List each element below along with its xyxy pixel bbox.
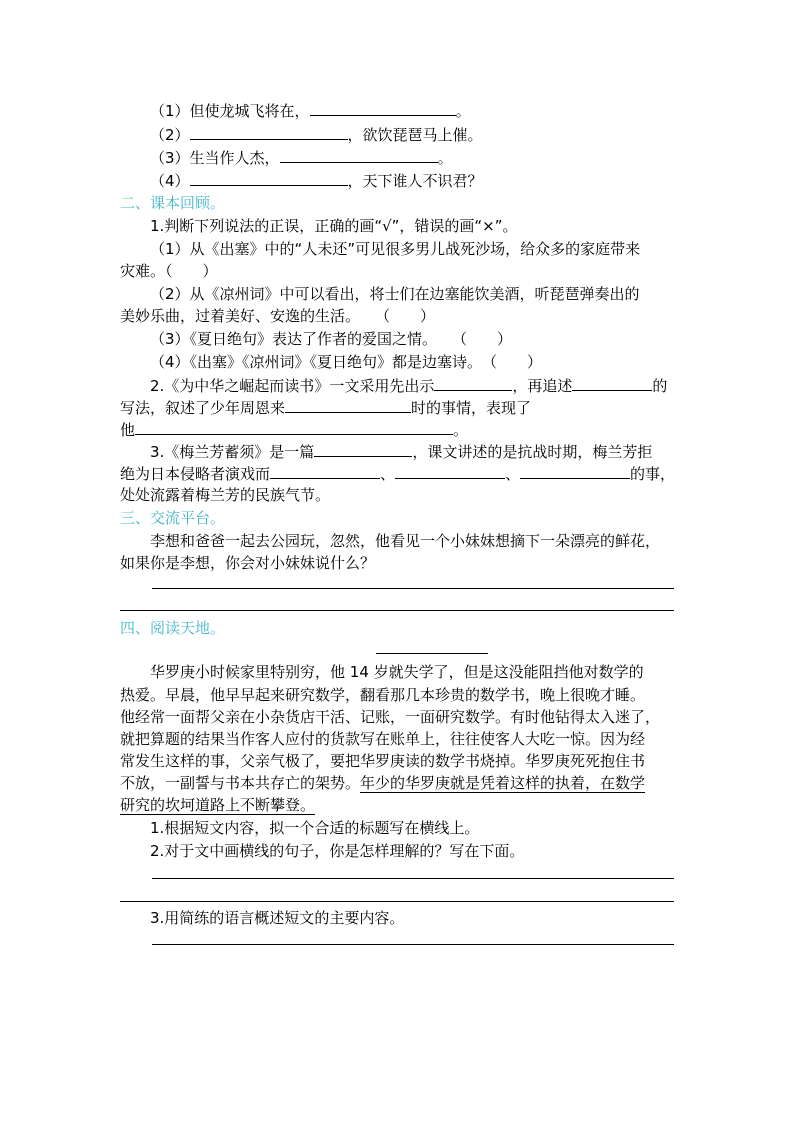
question-3-line-1 [150, 441, 652, 462]
q3-text: 的事， [630, 465, 676, 483]
poem-num: （3） [150, 149, 190, 167]
answer-line[interactable] [120, 901, 674, 902]
q2-text: 的 [652, 377, 668, 395]
passage-line: 就把算题的结果当作客人应付的货款写在账单上，往往使客人大吃一惊。因为经 [120, 730, 646, 748]
judge-item-2-cont[interactable]: 美妙乐曲，过着美好、安逸的生活。 （ ） [120, 307, 436, 325]
passage-line: 常发生这样的事，父亲气极了，要把华罗庚读的数学书烧掉。华罗庚死死抱住书 [120, 752, 646, 770]
reading-question-1: 1.根据短文内容，拟一个合适的标题写在横线上。 [150, 819, 480, 837]
poem-text: 。 [437, 149, 453, 167]
judge-item-3[interactable]: （3）《夏日绝句》表达了作者的爱国之情。 （ ） [150, 330, 513, 348]
question-2-line-2 [120, 397, 531, 418]
poem-line-2 [150, 124, 483, 145]
question-3-line-3: 处处流露着梅兰芳的民族气节。 [120, 486, 331, 504]
passage-text: 不放，一副誓与书本共存亡的架势。 [120, 774, 361, 792]
question-2-line-1 [150, 375, 667, 396]
answer-blank[interactable] [314, 441, 412, 457]
poem-num: （2） [150, 126, 190, 144]
passage-line: 他经常一面帮父亲在小杂货店干活、记账，一面研究数学。有时他钻得太入迷了， [120, 708, 661, 726]
prompt-line-1: 李想和爸爸一起去公园玩，忽然，他看见一个小妹妹想摘下一朵漂亮的鲜花， [150, 532, 661, 550]
q3-text: 绝为日本侵略者演戏而 [120, 465, 271, 483]
q2-text: 写法，叙述了少年周恩来 [120, 399, 286, 417]
q3-text: 3.《梅兰芳蓄须》是一篇 [150, 443, 315, 461]
answer-blank[interactable] [280, 147, 438, 163]
underlined-sentence: 研究的坎坷道路上不断攀登。 [120, 796, 316, 814]
q3-text: 、 [380, 465, 396, 483]
q3-text: ，课文讲述的是抗战时期，梅兰芳拒 [412, 443, 653, 461]
passage-line-6 [120, 773, 645, 793]
poem-line-4 [150, 170, 483, 191]
poem-line-3 [150, 147, 453, 168]
passage-line-7 [120, 795, 315, 815]
q2-text: 他 [120, 421, 136, 439]
section-heading-review: 二、课本回顾。 [120, 194, 226, 212]
poem-num: （1） [150, 102, 190, 120]
answer-blank[interactable] [520, 463, 630, 479]
question-1-intro: 1.判断下列说法的正误，正确的画“√”，错误的画“×”。 [150, 217, 518, 235]
q2-text: 。 [453, 421, 469, 439]
reading-question-3: 3.用简练的语言概述短文的主要内容。 [150, 909, 405, 927]
underlined-sentence: 年少的华罗庚就是凭着这样的执着，在数学 [360, 774, 646, 792]
answer-blank[interactable] [434, 375, 512, 391]
section-heading-discussion: 三、交流平台。 [120, 509, 226, 527]
poem-text: 但使龙城飞将在， [189, 102, 310, 120]
reading-question-2: 2.对于文中画横线的句子，你是怎样理解的？写在下面。 [150, 842, 525, 860]
q3-text: 、 [505, 465, 521, 483]
answer-line[interactable] [152, 588, 674, 589]
poem-text: 。 [455, 102, 471, 120]
judge-item-1-cont[interactable]: 灾难。（ ） [120, 262, 218, 280]
answer-blank[interactable] [190, 170, 348, 186]
passage-line: 热爱。早晨，他早早起来研究数学，翻看那几本珍贵的数学书，晚上很晚才睡。 [120, 686, 646, 704]
answer-line[interactable] [120, 610, 674, 611]
poem-text: ，天下谁人不识君？ [347, 172, 483, 190]
q2-text: 时的事情，表现了 [411, 399, 532, 417]
answer-blank[interactable] [310, 100, 456, 116]
poem-line-1 [150, 100, 471, 121]
question-2-line-3 [120, 419, 468, 440]
answer-line[interactable] [152, 878, 674, 879]
q2-text: 2.《为中华之崛起而读书》一文采用先出示 [150, 377, 435, 395]
prompt-line-2: 如果你是李想，你会对小妹妹说什么？ [120, 554, 376, 572]
poem-text: 生当作人杰， [189, 149, 280, 167]
judge-item-4[interactable]: （4）《出塞》《凉州词》《夏日绝句》都是边塞诗。 （ ） [150, 353, 543, 371]
section-heading-reading: 四、阅读天地。 [120, 619, 226, 637]
answer-blank[interactable] [285, 397, 411, 413]
question-3-line-2 [120, 463, 675, 484]
answer-blank[interactable] [572, 375, 652, 391]
passage-line: 华罗庚小时候家里特别穷，他 14 岁就失学了，但是这没能阻挡他对数学的 [150, 663, 644, 681]
answer-line[interactable] [152, 944, 674, 945]
poem-text: ，欲饮琵琶马上催。 [347, 126, 483, 144]
judge-item-2: （2）从《凉州词》中可以看出，将士们在边塞能饮美酒，听琵琶弹奏出的 [150, 285, 640, 303]
answer-blank[interactable] [135, 419, 453, 435]
q2-text: ，再追述 [512, 377, 573, 395]
answer-blank[interactable] [270, 463, 380, 479]
judge-item-1: （1）从《出塞》中的“人未还”可见很多男儿战死沙场，给众多的家庭带来 [150, 240, 641, 258]
title-blank[interactable] [376, 653, 488, 654]
answer-blank[interactable] [190, 124, 348, 140]
answer-blank[interactable] [395, 463, 505, 479]
poem-num: （4） [150, 172, 190, 190]
